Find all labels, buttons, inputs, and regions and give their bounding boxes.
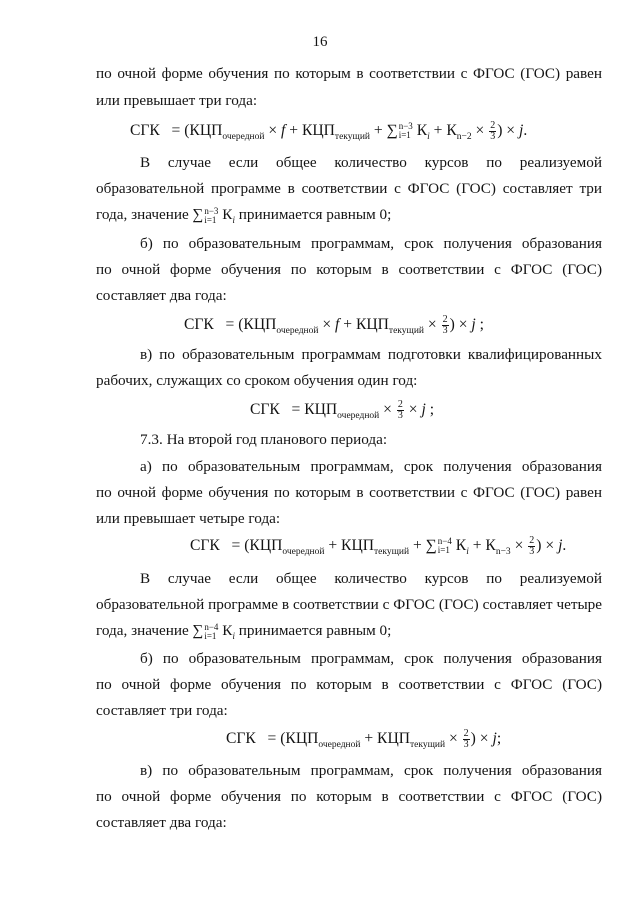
text-line: по очной форме обучения по которым в соответствии с ФГОС (ГОС) <box>96 788 602 805</box>
page-number: 16 <box>312 34 328 50</box>
text-line: составляет два года: <box>96 287 227 304</box>
text-line: образовательной программе в соответствии с ФГОС (ГОС) составляет четыре <box>96 596 602 613</box>
text-line: по очной форме обучения по которым в соответствии с ФГОС (ГОС) равен <box>96 65 602 82</box>
text-line: а) по образовательным программам, срок получения образования <box>140 458 602 475</box>
text-line: в) по образовательным программам подготовки квалифицированных <box>140 346 602 363</box>
text-line: образовательной программе в соответствии с ФГОС (ГОС) составляет три <box>96 180 602 197</box>
text-line: по очной форме обучения по которым в соответствии с ФГОС (ГОС) <box>96 676 602 693</box>
text-line: в) по образовательным программам, срок получения образования <box>140 762 602 779</box>
formula-1: СГК = ($КЦП_{очередной} \times f + КЦП_{текущий}$ + ∑ n−3 i=1 $К_i + К_{n-2}$ × $\frac{2}{3}$ ) × j. <box>130 119 528 143</box>
text-line: составляет два года: <box>96 814 227 831</box>
text-line: В случае если общее количество курсов по реализуемой <box>140 154 602 171</box>
formula-4: СГК = ($КЦП_{очередной} + КЦП_{текущий}$ + ∑ n−4 i=1 $К_i + К_{n-3}$ × $\frac{2}{3}$ ) × j. <box>190 534 567 558</box>
formula-3: СГК = $КЦП_{очередной}$ × $\frac{2}{3}$ × j ; <box>250 398 435 422</box>
text-line: рабочих, служащих со сроком обучения один год: <box>96 372 418 389</box>
section-heading: 7.3. На второй год планового периода: <box>140 431 388 448</box>
formula-2: СГК = ($КЦП_{очередной} \times f + КЦП_{текущий}$ × $\frac{2}{3}$ ) × j ; <box>184 313 484 337</box>
formula-5: СГК = ($КЦП_{очередной} + КЦП_{текущий}$ × $\frac{2}{3}$ ) × j; <box>226 727 502 751</box>
text-line: составляет три года: <box>96 702 228 719</box>
text-line: по очной форме обучения по которым в соответствии с ФГОС (ГОС) <box>96 261 602 278</box>
text-line: года, значение ∑ n−4 i=1 $К_i$ принимается равным 0; <box>96 621 392 643</box>
text-line: б) по образовательным программам, срок получения образования <box>140 235 602 252</box>
text-line: В случае если общее количество курсов по реализуемой <box>140 570 602 587</box>
text-line: года, значение ∑ n−3 i=1 $К_i$ принимается равным 0; <box>96 205 392 227</box>
text-line: по очной форме обучения по которым в соответствии с ФГОС (ГОС) равен <box>96 484 602 501</box>
text-line: б) по образовательным программам, срок получения образования <box>140 650 602 667</box>
text-line: или превышает четыре года: <box>96 510 281 527</box>
text-line: или превышает три года: <box>96 92 258 109</box>
